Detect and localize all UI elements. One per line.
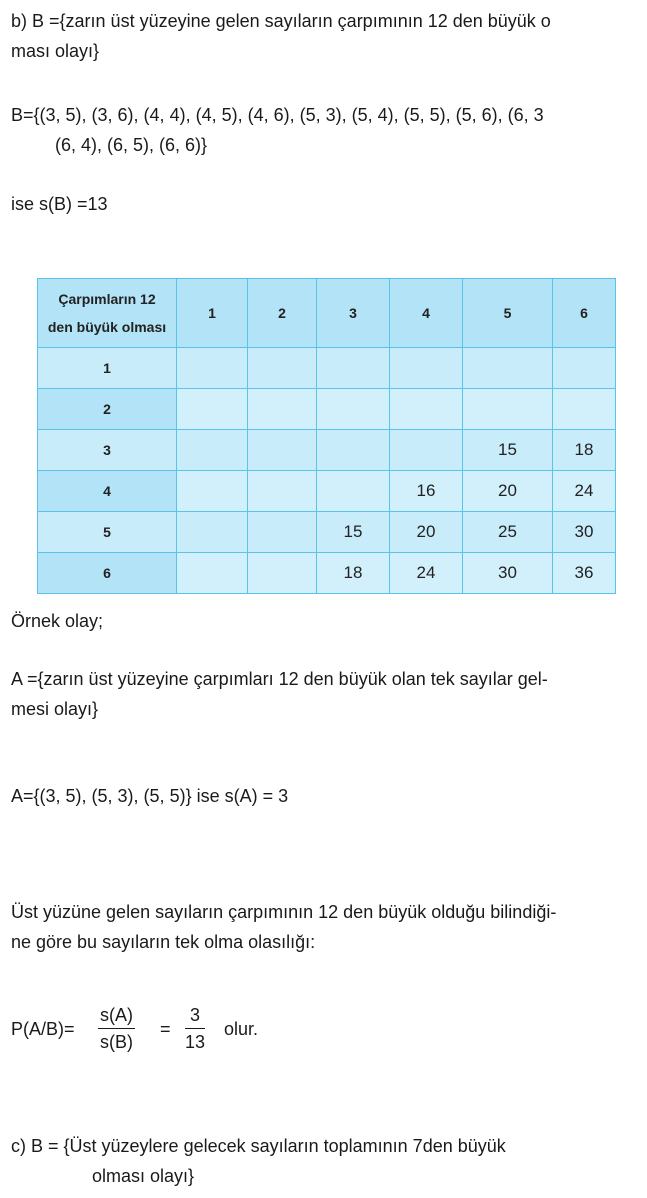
table-cell	[390, 348, 463, 389]
table-cell	[248, 512, 317, 553]
table-row	[38, 553, 616, 594]
table-row	[38, 512, 616, 553]
row-header: 1	[38, 348, 177, 389]
corner-line-1: Çarpımların 12	[58, 291, 156, 307]
row-header: 3	[38, 430, 177, 471]
corner-line-2: den büyük olması	[47, 319, 167, 335]
fraction-denominator: 13	[185, 1032, 206, 1052]
example-heading: Örnek olay;	[11, 611, 104, 631]
table-cell	[553, 348, 616, 389]
table-cell	[463, 389, 553, 430]
fraction-result	[185, 1004, 205, 1053]
row-header: 2	[38, 389, 177, 430]
column-header: 5	[463, 279, 553, 348]
table-cell: 20	[463, 471, 553, 512]
table-cell	[248, 471, 317, 512]
column-header: 2	[248, 279, 317, 348]
table-cell	[248, 348, 317, 389]
table-cell: 16	[390, 471, 463, 512]
fraction-numerator: s(A)	[98, 1004, 135, 1029]
table-cell	[177, 553, 248, 594]
table-corner-header	[38, 279, 177, 348]
event-a-set: A={(3, 5), (5, 3), (5, 5)} ise s(A) = 3	[11, 786, 289, 806]
table-cell	[248, 430, 317, 471]
fraction-denominator: s(B)	[100, 1032, 133, 1052]
question-line-2: ne göre bu sayıların tek olma olasılığı:	[11, 932, 316, 952]
part-b-line-1: b) B ={zarın üst yüzeyine gelen sayıların çarpımının 12 den büyük o	[11, 11, 551, 31]
table-cell	[317, 430, 390, 471]
event-a-line-1: A ={zarın üst yüzeyine çarpımları 12 den büyük olan tek sayılar gel-	[11, 669, 548, 689]
formula-suffix: olur.	[224, 1019, 259, 1039]
table-cell	[177, 389, 248, 430]
table-cell: 25	[463, 512, 553, 553]
table-cell	[317, 389, 390, 430]
table-cell: 30	[463, 553, 553, 594]
table-cell	[463, 348, 553, 389]
table-row	[38, 348, 616, 389]
column-header: 3	[317, 279, 390, 348]
table-cell	[177, 471, 248, 512]
table-cell	[177, 348, 248, 389]
table-cell	[177, 430, 248, 471]
set-b-line-1: B={(3, 5), (3, 6), (4, 4), (4, 5), (4, 6), (5, 3), (5, 4), (5, 5), (5, 6), (6, 3	[11, 105, 544, 125]
table-cell: 15	[463, 430, 553, 471]
table-cell	[248, 553, 317, 594]
table-header-row	[38, 279, 616, 348]
formula-lhs: P(A/B)=	[11, 1019, 75, 1039]
table-cell	[177, 512, 248, 553]
row-header: 6	[38, 553, 177, 594]
table-row	[38, 430, 616, 471]
table-cell: 24	[553, 471, 616, 512]
part-c-line-1: c) B = {Üst yüzeylere gelecek sayıların toplamının 7den büyük	[11, 1136, 506, 1156]
table-cell	[248, 389, 317, 430]
column-header: 1	[177, 279, 248, 348]
part-c-line-2: olması olayı}	[92, 1166, 195, 1186]
table-cell: 15	[317, 512, 390, 553]
count-b: ise s(B) =13	[11, 194, 108, 214]
row-header: 5	[38, 512, 177, 553]
part-b-line-2: ması olayı}	[11, 41, 100, 61]
row-header: 4	[38, 471, 177, 512]
table-cell: 18	[317, 553, 390, 594]
table-cell	[317, 348, 390, 389]
table-row	[38, 389, 616, 430]
table-cell: 36	[553, 553, 616, 594]
product-table	[37, 278, 616, 594]
formula-equals: =	[160, 1019, 171, 1039]
set-b-line-2: (6, 4), (6, 5), (6, 6)}	[55, 135, 208, 155]
table-row	[38, 471, 616, 512]
table-cell	[317, 471, 390, 512]
question-line-1: Üst yüzüne gelen sayıların çarpımının 12 den büyük olduğu bilindiği-	[11, 902, 557, 922]
table-cell: 18	[553, 430, 616, 471]
fraction-sa-over-sb	[98, 1004, 135, 1053]
column-header: 4	[390, 279, 463, 348]
table-cell: 30	[553, 512, 616, 553]
table-cell	[553, 389, 616, 430]
table-cell: 24	[390, 553, 463, 594]
fraction-numerator: 3	[185, 1004, 205, 1029]
table-cell	[390, 389, 463, 430]
table-cell	[390, 430, 463, 471]
column-header: 6	[553, 279, 616, 348]
event-a-line-2: mesi olayı}	[11, 699, 99, 719]
table-cell: 20	[390, 512, 463, 553]
